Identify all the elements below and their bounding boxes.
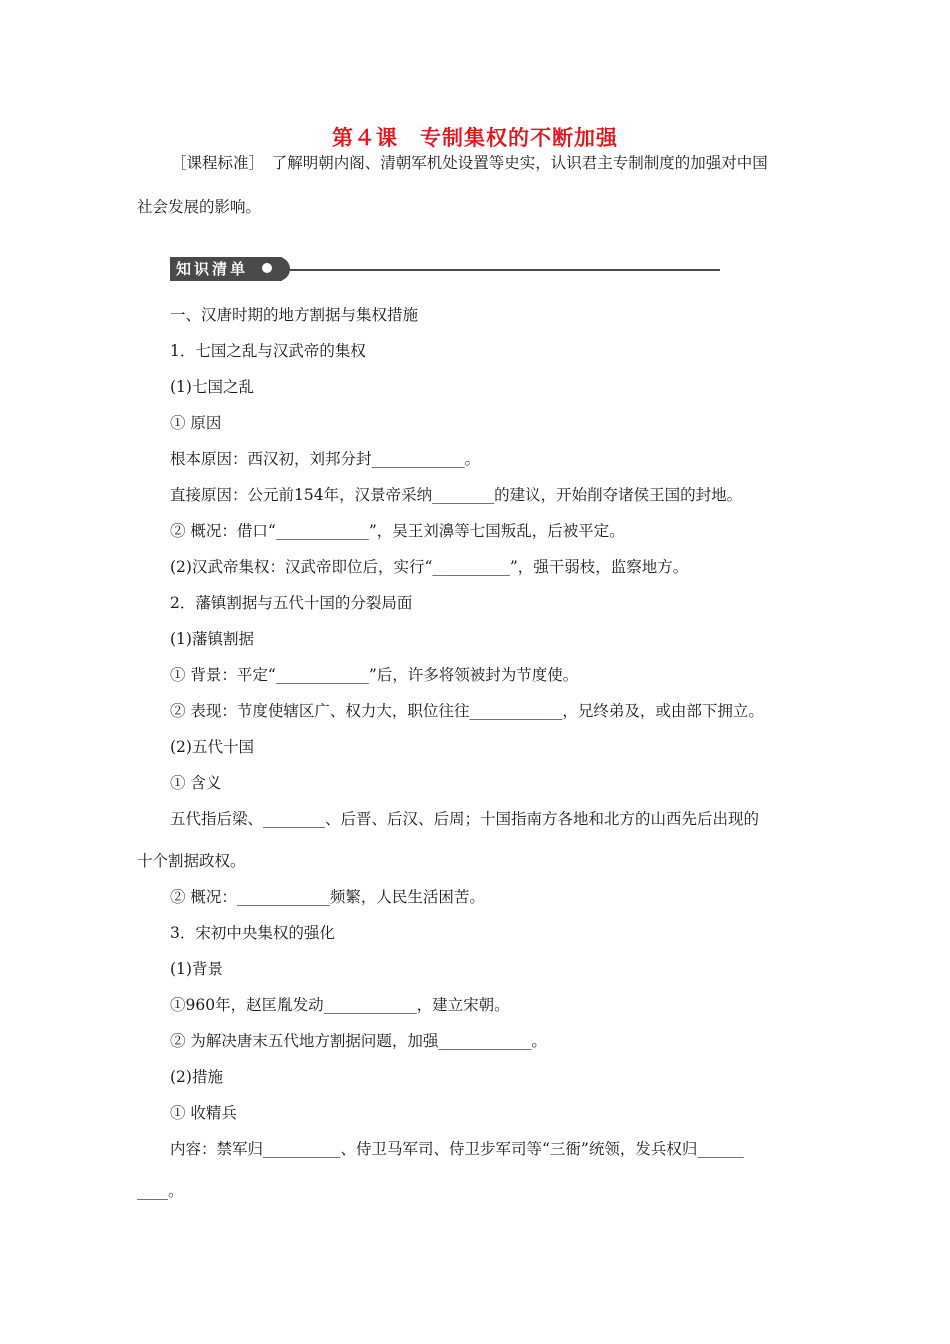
- heading-1: 一、汉唐时期的地方割据与集权措施: [170, 306, 419, 324]
- item-strengthen: ② 为解决唐末五代地方割据问题，加强____________。: [170, 1032, 547, 1050]
- item-five-dynasties-cont: 十个割据政权。: [137, 852, 246, 870]
- item-content: 内容：禁军归__________、侍卫马军司、侍卫步军司等“三衙”统领，发兵权归______: [170, 1140, 744, 1158]
- item-1-1: (1)七国之乱: [170, 378, 254, 396]
- item-cause: ① 原因: [170, 414, 222, 432]
- lesson-title: 第４课 专制集权的不断加强: [332, 126, 618, 150]
- item-content-cont: ____。: [137, 1182, 184, 1200]
- section-tag: 知识清单: [170, 257, 282, 281]
- item-root-cause: 根本原因：西汉初，刘邦分封____________。: [170, 450, 481, 468]
- item-meaning: ① 含义: [170, 774, 222, 792]
- subheading-3: 3．宋初中央集权的强化: [170, 924, 335, 942]
- item-3-1: (1)背景: [170, 960, 223, 978]
- knowledge-list-header: [170, 257, 552, 281]
- item-background: ① 背景：平定“____________”后，许多将领被封为节度使。: [170, 666, 579, 684]
- course-standard-line-2: 社会发展的影响。: [137, 198, 262, 216]
- course-standard-line-1: ［课程标准］ 了解明朝内阁、清朝军机处设置等史实，认识君主专制制度的加强对中国: [171, 154, 768, 172]
- course-standard: [137, 141, 817, 229]
- item-2-2: (2)五代十国: [170, 738, 254, 756]
- item-five-dynasties: 五代指后梁、________、后晋、后汉、后周；十国指南方各地和北方的山西先后出现的: [170, 810, 760, 828]
- item-960: ①960年，赵匡胤发动____________，建立宋朝。: [170, 996, 510, 1014]
- item-performance: ② 表现：节度使辖区广、权力大，职位往往____________，兄终弟及，或由部下拥立。: [170, 702, 764, 720]
- item-elite-troops: ① 收精兵: [170, 1104, 237, 1122]
- section-divider: [288, 269, 720, 271]
- item-direct-cause: 直接原因：公元前154年，汉景帝采纳________的建议，开始削夺诸侯王国的封地。: [170, 486, 743, 504]
- bullet-dot-icon: [262, 263, 272, 273]
- item-3-2: (2)措施: [170, 1068, 223, 1086]
- subheading-1: 1．七国之乱与汉武帝的集权: [170, 342, 366, 360]
- subheading-2: 2．藩镇割据与五代十国的分裂局面: [170, 594, 413, 612]
- item-overview-2: ② 概况：____________频繁，人民生活困苦。: [170, 888, 485, 906]
- item-2-1: (1)藩镇割据: [170, 630, 254, 648]
- item-overview: ② 概况：借口“____________”，吴王刘濞等七国叛乱，后被平定。: [170, 522, 625, 540]
- item-wudi: (2)汉武帝集权：汉武帝即位后，实行“__________”，强干弱枝，监察地方。: [170, 558, 689, 576]
